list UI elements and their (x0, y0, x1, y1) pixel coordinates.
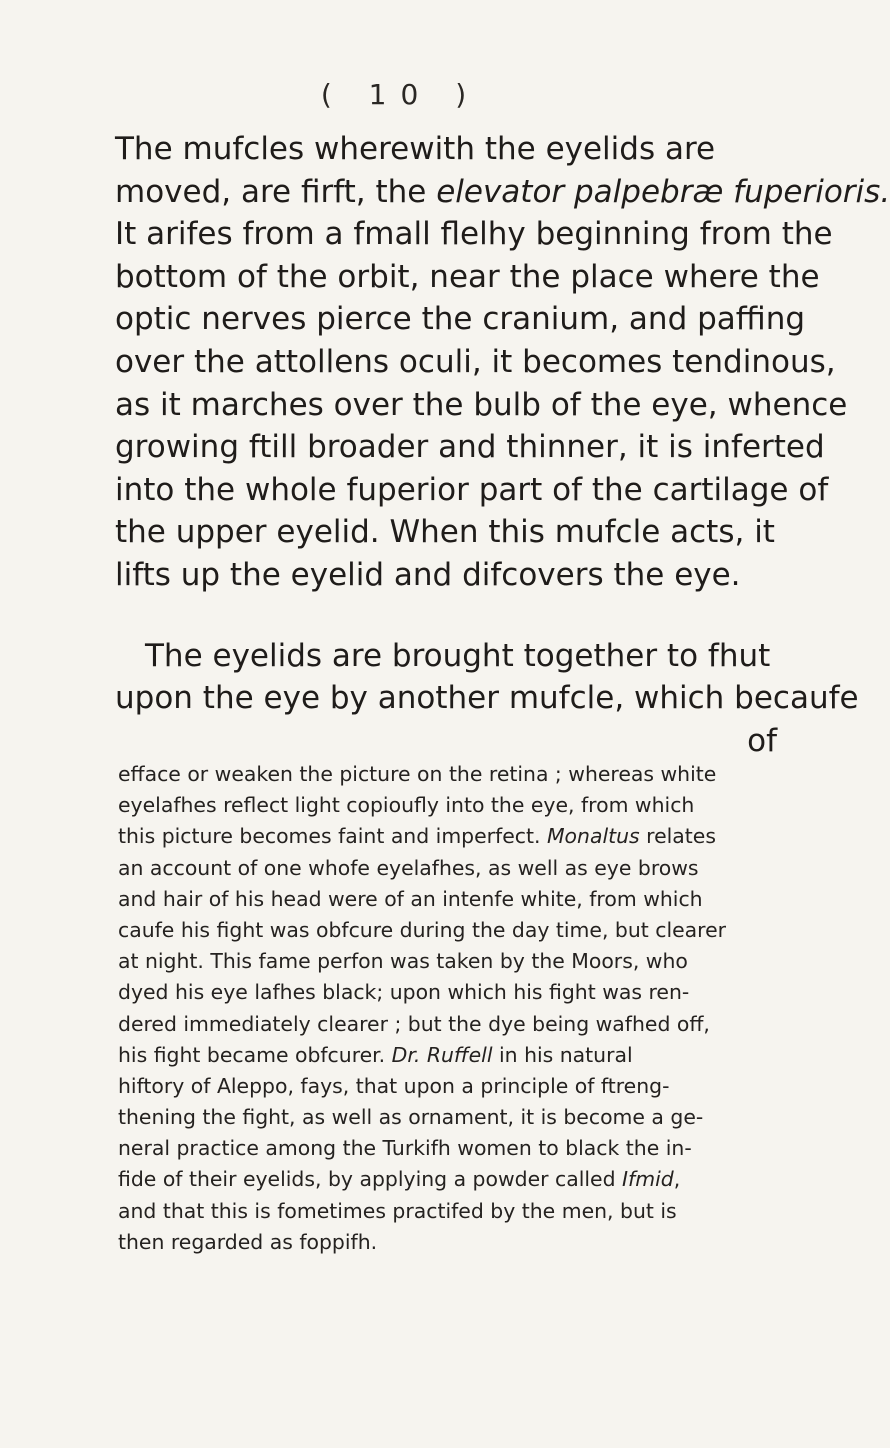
text-line: upon the eye by another mufcle, which becaufe (115, 680, 859, 717)
paragraph-1 (115, 128, 890, 597)
catchword: of (747, 722, 777, 759)
footnote-line: dyed his eye lafhes black; upon which his fight was ren- (118, 980, 690, 1005)
footnote-line: at night. This fame perfon was taken by the Moors, who (118, 949, 688, 974)
footnote-line: then regarded as foppifh. (118, 1229, 378, 1254)
text-line: The eyelids are brought together to fhut (145, 637, 771, 674)
footnote-line: and hair of his head were of an intenfe white, from which (118, 886, 703, 911)
page-number: ( 10 ) (320, 78, 481, 111)
footnote-line: efface or weaken the picture on the retina ; whereas white (118, 762, 717, 786)
text-line: as it marches over the bulb of the eye, whence (115, 386, 848, 423)
latin-term: elevator palpebræ fuperioris. (436, 173, 890, 210)
footnote-line: his fight became obfcurer. Dr. Ruffell in his natural (118, 1042, 633, 1067)
text-line: bottom of the orbit, near the place where the (115, 258, 820, 295)
footnote (118, 759, 778, 1258)
footnote-line: thening the fight, as well as ornament, it is become a ge- (118, 1105, 704, 1130)
text-line: lifts up the eyelid and difcovers the eye. (115, 556, 741, 593)
footnote-line: an account of one whofe eyelafhes, as well as eye brows (118, 855, 699, 880)
main-text (115, 128, 890, 762)
text-line: into the whole fuperior part of the cartilage of (115, 471, 829, 508)
author-name: Monaltus (546, 824, 640, 849)
author-name: Dr. Ruffell (391, 1042, 493, 1067)
paragraph-gap (115, 597, 805, 635)
text-line: growing ftill broader and thinner, it is inferted (115, 429, 825, 466)
text-line: optic nerves pierce the cranium, and paffing (115, 301, 806, 338)
text-line: moved, are firft, the elevator palpebræ fuperioris. (115, 173, 890, 210)
footnote-line: this picture becomes faint and imperfect. Monaltus relates (118, 824, 716, 849)
footnote-line: fide of their eyelids, by applying a powder called Ifmid, (118, 1167, 681, 1192)
text-line: the upper eyelid. When this mufcle acts, it (115, 514, 775, 551)
text-line: The mufcles wherewith the eyelids are (115, 131, 716, 167)
footnote-line: dered immediately clearer ; but the dye being wafhed off, (118, 1011, 710, 1036)
term-ismid: Ifmid (622, 1167, 674, 1192)
text-line: over the attollens oculi, it becomes tendinous, (115, 343, 836, 380)
footnote-line: hiftory of Aleppo, fays, that upon a principle of ftreng- (118, 1073, 670, 1098)
text-line: It arifes from a fmall flelhy beginning from the (115, 216, 833, 253)
footnote-line: caufe his fight was obfcure during the day time, but clearer (118, 917, 727, 942)
footnote-line: neral practice among the Turkifh women to black the in- (118, 1136, 692, 1161)
paragraph-2 (115, 635, 859, 720)
footnote-line: eyelafhes reflect light copioufly into the eye, from which (118, 793, 695, 818)
footnote-line: and that this is fometimes practifed by the men, but is (118, 1198, 677, 1223)
